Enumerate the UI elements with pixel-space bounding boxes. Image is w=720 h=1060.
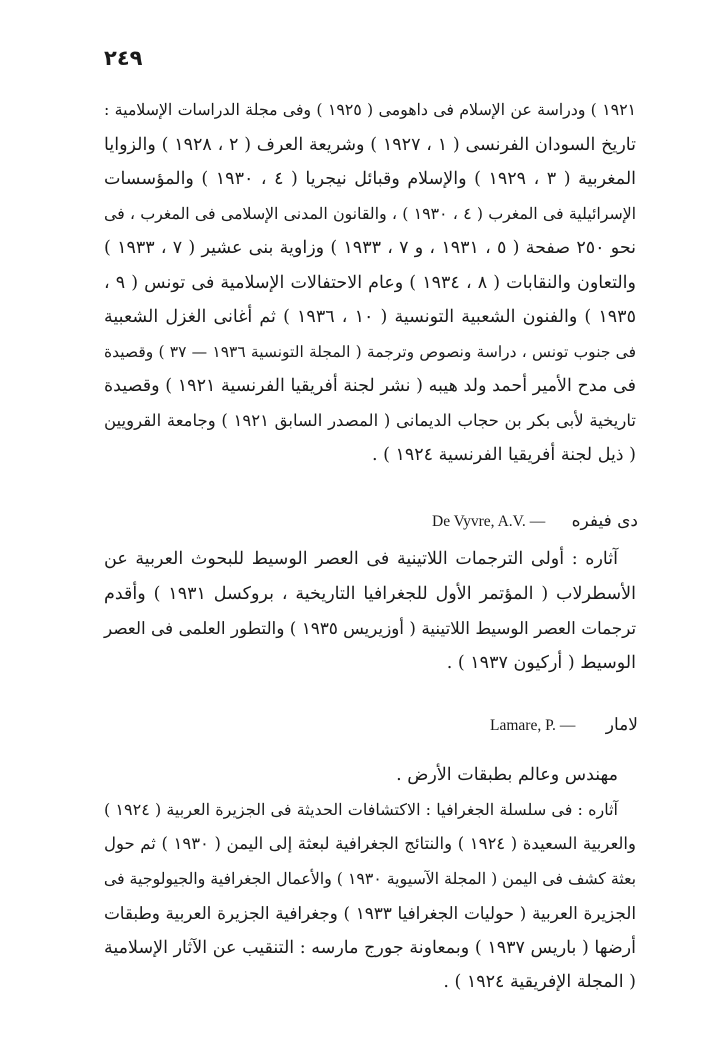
entry-heading-latin-name: De Vyvre, A.V. xyxy=(432,513,526,530)
text-line: بعثة كشف فى اليمن ( المجلة الآسيوية ١٩٣٠ ) والأعمال الجغرافية والجيولوجية فى xyxy=(103,868,636,888)
text-line: تاريخ السودان الفرنسى ( ١ ، ١٩٢٧ ) وشريعة العرف ( ٢ ، ١٩٢٨ ) والزوايا xyxy=(104,134,636,155)
paragraph-de-vyvre-works xyxy=(104,542,636,680)
text-line: ١٩٣٥ ) والفنون الشعبية التونسية ( ١٠ ، ١٩٣٦ ) ثم أغانى الغزل الشعبية xyxy=(104,307,636,327)
entry-heading-de-vyvre xyxy=(432,511,638,535)
entry-heading-latin xyxy=(490,717,579,735)
text-line: ترجمات العصر الوسيط اللاتينية ( أوزيريس ١٩٣٥ ) والتطور العلمى فى العصر xyxy=(104,618,637,638)
text-line: ( المجلة الإفريقية ١٩٢٤ ) . xyxy=(443,972,636,992)
entry-heading-latin-name: Lamare, P. xyxy=(490,717,556,734)
text-line: مهندس وعالم بطبقات الأرض . xyxy=(396,765,618,785)
text-line: آثاره : فى سلسلة الجغرافيا : الاكتشافات الحديثة فى الجزيرة العربية ( ١٩٢٤ ) xyxy=(104,799,618,819)
text-line: نحو ٢٥٠ صفحة ( ٥ ، ١٩٣١ ، و ٧ ، ١٩٣٣ ) وزاوية بنى عشير ( ٧ ، ١٩٣٣ ) xyxy=(104,238,636,258)
entry-heading-arabic: لامار xyxy=(605,715,638,735)
text-line: تاريخية لأبى بكر بن حجاب الديمانى ( المصدر السابق ١٩٢١ ) وجامعة القرويين xyxy=(104,410,636,430)
text-line: الإسرائيلية فى المغرب ( ٤ ، ١٩٣٠ ) ، والقانون المدنى الإسلامى فى المغرب ، فى xyxy=(104,203,636,223)
text-line: الأسطرلاب ( المؤتمر الأول للجغرافيا التاريخية ، بروكسل ١٩٣١ ) وأقدم xyxy=(104,583,637,604)
text-line: أرضها ( باريس ١٩٣٧ ) وبمعاونة جورج مارسه : التنقيب عن الآثار الإسلامية xyxy=(104,937,636,958)
text-line: الوسيط ( أركيون ١٩٣٧ ) . xyxy=(446,652,636,673)
text-line: الجزيرة العربية ( حوليات الجغرافيا ١٩٣٣ ) وجغرافية الجزيرة العربية وطبقات xyxy=(104,903,636,923)
entry-heading-arabic: دى فيفره xyxy=(571,511,638,531)
text-line: والتعاون والنقابات ( ٨ ، ١٩٣٤ ) وعام الاحتفالات الإسلامية فى تونس ( ٩ ، xyxy=(104,272,636,293)
text-line: المغربية ( ٣ ، ١٩٢٩ ) والإسلام وقبائل نيجريا ( ٤ ، ١٩٣٠ ) والمؤسسات xyxy=(104,169,637,189)
text-line: آثاره : أولى الترجمات اللاتينية فى العصر الوسيط للبحوث العربية عن xyxy=(104,549,618,569)
paragraph-continuation xyxy=(104,93,636,473)
text-line: ١٩٢١ ) ودراسة عن الإسلام فى داهومى ( ١٩٢٥ ) وفى مجلة الدراسات الإسلامية : xyxy=(104,100,636,119)
text-line: فى مدح الأمير أحمد ولد هيبه ( نشر لجنة أفريقيا الفرنسية ١٩٢١ ) وقصيدة xyxy=(104,376,636,396)
paragraph-lamare-works xyxy=(104,758,636,1000)
text-line: فى جنوب تونس ، دراسة ونصوص وترجمة ( المجلة التونسية ١٩٣٦ — ٣٧ ) وقصيدة xyxy=(104,342,636,361)
text-line: ( ذيل لجنة أفريقيا الفرنسية ١٩٢٤ ) . xyxy=(371,445,636,465)
entry-heading-lamare xyxy=(432,715,638,739)
entry-heading-latin xyxy=(432,513,549,531)
entry-heading-dash: — xyxy=(529,513,546,530)
page-number: ٢٤٩ xyxy=(104,46,143,70)
text-line: والعربية السعيدة ( ١٩٢٤ ) والنتائج الجغرافية لبعثة إلى اليمن ( ١٩٣٠ ) ثم حول xyxy=(104,834,636,853)
entry-heading-dash: — xyxy=(559,717,576,734)
